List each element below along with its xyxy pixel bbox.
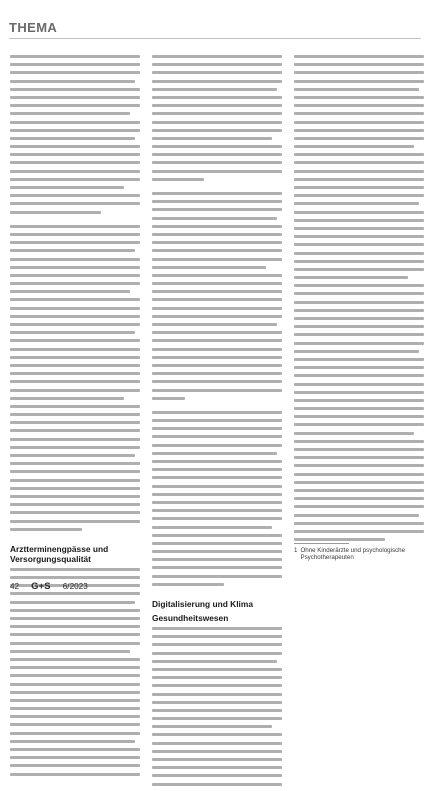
body-text-block [10, 225, 140, 531]
footnote [294, 547, 422, 562]
section-label: THEMA [9, 20, 58, 35]
body-text-block [10, 55, 140, 214]
body-text-block [152, 627, 282, 786]
body-text-block [152, 411, 282, 586]
footnote-number: 1 [294, 547, 298, 554]
section-subheading: Digitalisierung und Klima [152, 599, 253, 609]
body-text-block [10, 568, 140, 776]
journal-name: G+S [31, 580, 51, 591]
footnote-rule [294, 543, 349, 544]
footnote-text: Ohne Kinderärzte und psychologische Psychotherapeuten [300, 547, 406, 562]
body-column-1 [10, 55, 140, 781]
body-column-2 [152, 55, 282, 791]
page-number: 42 [10, 582, 20, 591]
body-text-block [294, 55, 424, 541]
section-subheading: Arztterminengpässe und Versorgungsqualität [10, 543, 109, 564]
body-text-block [152, 192, 282, 400]
body-text-block [152, 55, 282, 181]
page-footer [10, 580, 88, 594]
page-header [0, 0, 443, 50]
body-column-3 [294, 55, 424, 546]
header-rule [9, 38, 421, 39]
journal-issue: 6/2023 [62, 582, 88, 591]
section-subheading: Gesundheitswesen [152, 613, 229, 623]
